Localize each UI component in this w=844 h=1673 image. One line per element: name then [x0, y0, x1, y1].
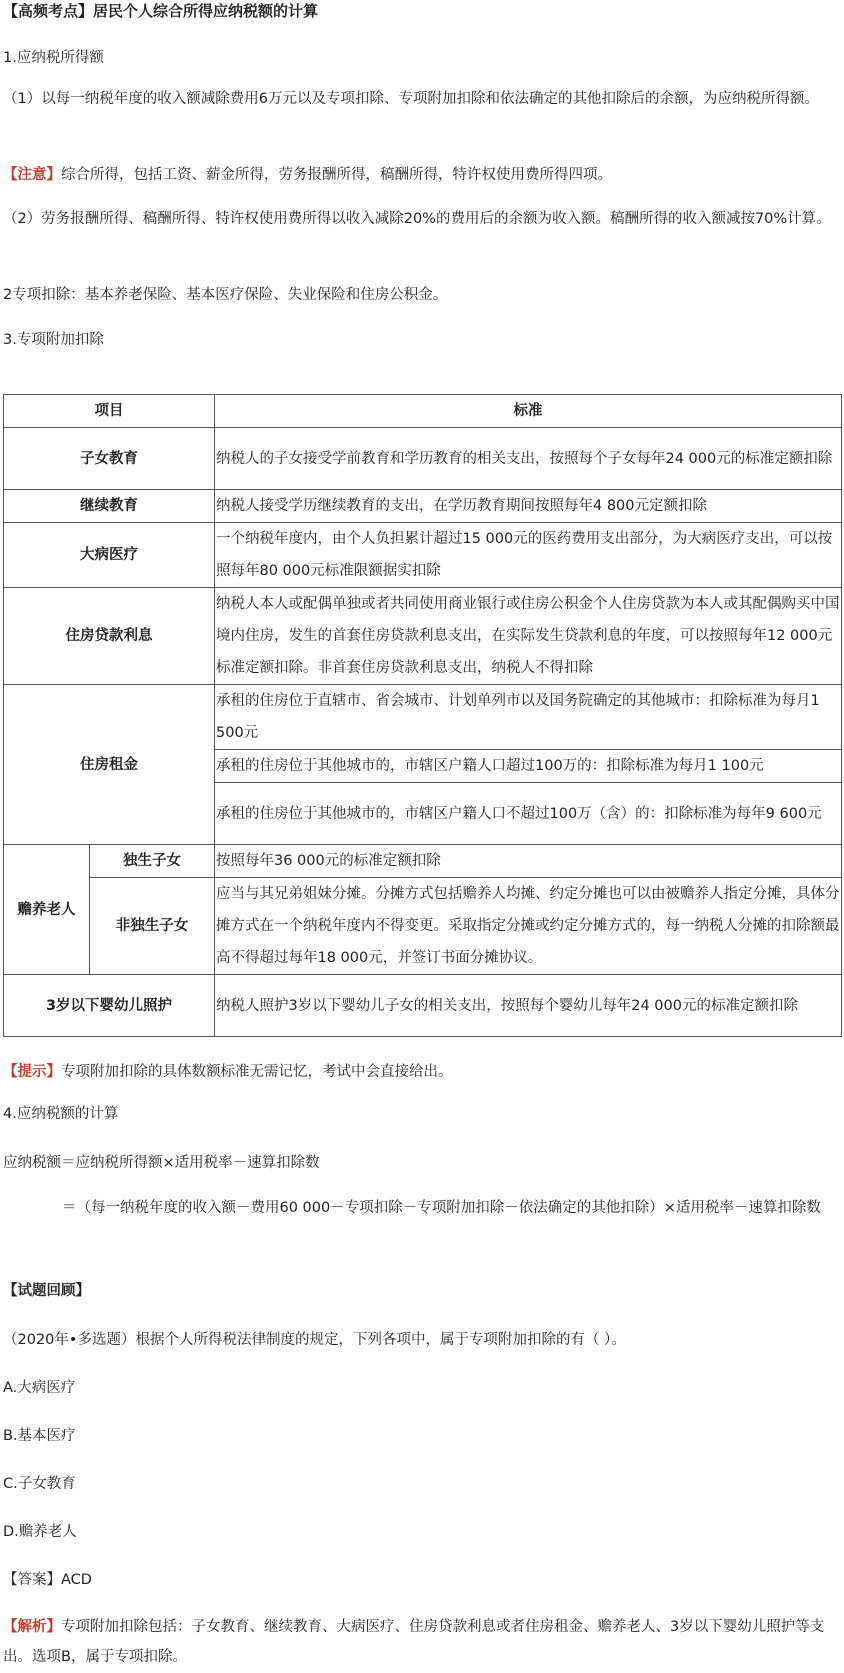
row-item-elder: 赡养老人 — [4, 845, 90, 975]
analysis-tag: 【解析】 — [3, 1619, 61, 1635]
analysis-text: 专项附加扣除包括：子女教育、继续教育、大病医疗、住房贷款利息或者住房租金、赡养老人、3岁以下婴幼儿照护等支出。选项B，属于专项扣除。 — [3, 1619, 825, 1665]
row-item-infant-care: 3岁以下婴幼儿照护 — [4, 975, 215, 1037]
table-row — [4, 490, 842, 523]
row-std-only-child: 按照每年36 000元的标准定额扣除 — [215, 845, 842, 878]
option-c: C.子女教育 — [3, 1476, 76, 1492]
row-item-housing-loan: 住房贷款利息 — [4, 588, 215, 685]
section3-heading: 3.专项附加扣除 — [3, 332, 104, 348]
page-title — [0, 0, 844, 24]
tip-text: 专项附加扣除的具体数额标准无需记忆，考试中会直接给出。 — [61, 1064, 453, 1080]
row-item-child-education: 子女教育 — [4, 428, 215, 490]
row-std-rent-1: 承租的住房位于直辖市、省会城市、计划单列市以及国务院确定的其他城市：扣除标准为每月1 500元 — [215, 685, 842, 750]
row-std-non-only-child: 应当与其兄弟姐妹分摊。分摊方式包括赡养人均摊、约定分摊也可以由被赡养人指定分摊，具体分摊方式在一个纳税年度内不得变更。采取指定分摊或约定分摊方式的，每一纳税人分摊的扣除额最高不得超过每年18 000元，并签订书面分摊协议。 — [215, 878, 842, 975]
option-a: A.大病医疗 — [3, 1380, 76, 1396]
row-std-housing-loan: 纳税人本人或配偶单独或者共同使用商业银行或住房公积金个人住房贷款为本人或其配偶购买中国境内住房，发生的首套住房贷款利息支出，在实际发生贷款利息的年度，可以按照每年12 000元标准定额扣除。非首套住房贷款利息支出，纳税人不得扣除 — [215, 588, 842, 685]
formula-line-1: 应纳税额＝应纳税所得额×适用税率－速算扣除数 — [3, 1155, 320, 1171]
row-std-continuing-education: 纳税人接受学历继续教育的支出，在学历教育期间按照每年4 800元定额扣除 — [215, 490, 842, 523]
row-sub-only-child: 独生子女 — [90, 845, 215, 878]
row-item-continuing-education: 继续教育 — [4, 490, 215, 523]
answer-line: 【答案】ACD — [3, 1572, 92, 1588]
table-row — [4, 685, 842, 750]
note-paragraph — [0, 159, 844, 191]
table-row — [4, 523, 842, 588]
analysis-paragraph — [0, 1612, 844, 1672]
formula-line-2: ＝（每一纳税年度的收入额－费用60 000－专项扣除－专项附加扣除－依法确定的其他扣除）×适用税率－速算扣除数 — [62, 1200, 821, 1216]
tip-paragraph — [0, 1056, 844, 1088]
row-std-rent-3: 承租的住房位于其他城市的，市辖区户籍人口不超过100万（含）的：扣除标准为每年9 600元 — [215, 783, 842, 845]
review-heading: 【试题回顾】 — [3, 1283, 90, 1299]
section4-heading: 4.应纳税额的计算 — [3, 1106, 119, 1122]
note-tag: 【注意】 — [3, 167, 61, 183]
table-row — [4, 588, 842, 685]
deduction-table — [3, 394, 842, 1037]
row-sub-non-only-child: 非独生子女 — [90, 878, 215, 975]
row-std-medical: 一个纳税年度内，由个人负担累计超过15 000元的医药费用支出部分，为大病医疗支出，可以按照每年80 000元标准限额据实扣除 — [215, 523, 842, 588]
table-row — [4, 428, 842, 490]
table-row — [4, 878, 842, 975]
section2-text: 2专项扣除：基本养老保险、基本医疗保险、失业保险和住房公积金。 — [3, 287, 448, 303]
option-d: D.赡养老人 — [3, 1524, 77, 1540]
table-row — [4, 845, 842, 878]
tip-tag: 【提示】 — [3, 1064, 61, 1080]
row-item-medical: 大病医疗 — [4, 523, 215, 588]
header-item: 项目 — [4, 395, 215, 428]
row-std-rent-2: 承租的住房位于其他城市的，市辖区户籍人口超过100万的：扣除标准为每月1 100元 — [215, 750, 842, 783]
title-text: 居民个人综合所得应纳税额的计算 — [93, 2, 319, 20]
section1-heading: 1.应纳税所得额 — [3, 50, 104, 66]
section1-para1: （1）以每一纳税年度的收入额减除费用6万元以及专项扣除、专项附加扣除和依法确定的其他扣除后的余额，为应纳税所得额。 — [3, 91, 819, 107]
row-item-housing-rent: 住房租金 — [4, 685, 215, 845]
table-header-row — [4, 395, 842, 428]
option-b: B.基本医疗 — [3, 1428, 76, 1444]
note-text: 综合所得，包括工资、薪金所得，劳务报酬所得，稿酬所得，特许权使用费所得四项。 — [61, 167, 612, 183]
review-question: （2020年•多选题）根据个人所得税法律制度的规定，下列各项中，属于专项附加扣除的有（ ）。 — [3, 1332, 626, 1348]
row-std-child-education: 纳税人的子女接受学前教育和学历教育的相关支出，按照每个子女每年24 000元的标准定额扣除 — [215, 428, 842, 490]
row-std-infant-care: 纳税人照护3岁以下婴幼儿子女的相关支出，按照每个婴幼儿每年24 000元的标准定额扣除 — [215, 975, 842, 1037]
section1-para2: （2）劳务报酬所得、稿酬所得、特许权使用费所得以收入减除20%的费用后的余额为收入额。稿酬所得的收入额减按70%计算。 — [3, 211, 831, 227]
header-standard: 标准 — [215, 395, 842, 428]
title-tag: 【高频考点】 — [3, 2, 94, 20]
table-row — [4, 975, 842, 1037]
